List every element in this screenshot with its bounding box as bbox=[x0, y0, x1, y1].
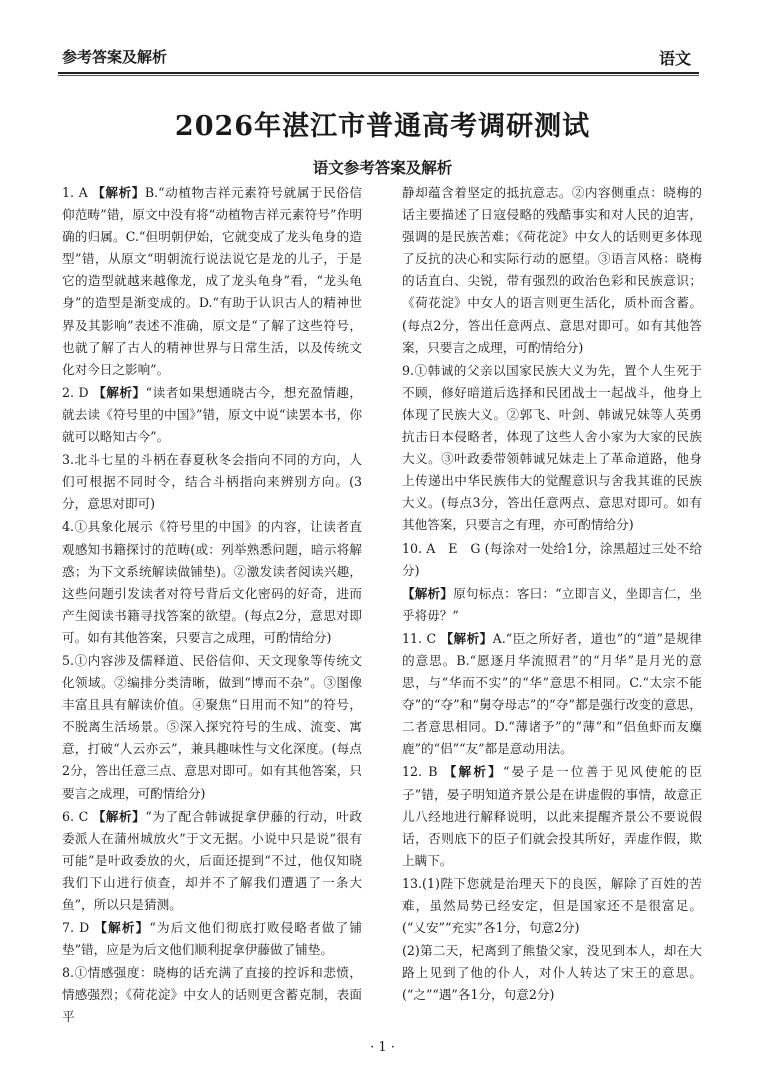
header-subject-label: 语文 bbox=[658, 49, 691, 68]
answer-item-5: 5.①内容涉及儒释道、民俗信仰、天文现象等传统文化领域。②编排分类清晰，做到“博而不杂”。③图像丰富且具有解读价值。④聚焦“日用而不知”的符号，不脱离生活场景。⑤深入探究符号的生成、流变、寓意，打破“人云亦云”，兼具趣味性与文化深度。(每点2分，答出任意三点、意思对即可。如有其他答案，只要言之成理，可酌情给分) bbox=[62, 652, 362, 801]
answer-item-7: 7. D 【解析】“为后文他们彻底打败侵略者做了铺垫”错，应是为后文他们顺利捉拿伊藤做了铺垫。 bbox=[62, 920, 362, 958]
answer-item-8: 8.①情感强度：晓梅的话充满了直接的控诉和悲愤，情感强烈；《荷花淀》中女人的话则更含蓄克制，表面平 bbox=[62, 965, 362, 1025]
page-number: · 1 · bbox=[370, 1040, 395, 1055]
answer-item-8-cont: 静却蕴含着坚定的抵抗意志。②内容侧重点：晓梅的话主要描述了日寇侵略的残酷事实和对人民的迫害，强调的是民族苦难；《荷花淀》中女人的话则更多体现了反抗的决心和实际行动的愿望。③语言风格：晓梅的话直白、尖锐，带有强烈的政治色彩和民族意识；《荷花淀》中女人的语言则更生活化，质朴而含蓄。(每点2分，答出任意两点、意思对即可。如有其他答案，只要言之成理，可酌情给分) bbox=[402, 185, 702, 355]
answer-item-6: 6. C 【解析】“为了配合韩诚捉拿伊藤的行动，叶政委派人在蒲州城放火”于文无据。小说中只是说“很有可能”是叶政委放的火，后面还提到“不过，他仅知晓我们下山进行侦查，却并不了解我们遭遇了一条大鱼”，所以只是猜测。 bbox=[62, 808, 362, 912]
answer-item-4: 4.①具象化展示《符号里的中国》的内容，让读者直观感知书籍探讨的范畴(或：列举熟悉问题，暗示将解惑；为下文系统解读做铺垫)。②激发读者阅读兴趣，这些问题引发读者对符号背后文化密码的好奇，进而产生阅读书籍寻找答案的欲望。(每点2分，意思对即可。如有其他答案，只要言之成理，可酌情给分) bbox=[62, 519, 362, 645]
header-divider bbox=[58, 72, 699, 74]
header-divider-thin bbox=[58, 75, 699, 76]
answer-item-2: 2. D 【解析】“读者如果想通晓古今，想充盈情趣，就去读《符号里的中国》”错，原文中说“读罢本书，你就可以略知古今”。 bbox=[62, 384, 362, 445]
answer-item-13-1: 13.(1)陛下您就是治理天下的良医，解除了百姓的苦难，虽然局势已经安定，但是国家还不是很富足。(“乂安”“充实”各1分，句意2分) bbox=[402, 875, 702, 936]
page-title: 2026年湛江市普通高考调研测试 bbox=[174, 111, 591, 142]
page-subtitle: 语文参考答案及解析 bbox=[312, 158, 453, 177]
answer-item-3: 3.北斗七星的斗柄在春夏秋冬会指向不同的方向，人们可根据不同时令，结合斗柄指向来辨别方向。(3分，意思对即可) bbox=[62, 452, 362, 512]
left-column bbox=[62, 182, 362, 1030]
right-column bbox=[402, 182, 702, 1007]
answer-item-1: 1. A 【解析】B.“动植物吉祥元素符号就属于民俗信仰范畴”错，原文中没有将“动植物吉祥元素符号”作明确的归属。C.“但明朝伊始，它就变成了龙头龟身的造型”错，从原文“明朝流行说法说它是龙的儿子，于是它的造型就越来越像龙，成了龙头龟身”看，“龙头龟身”的造型是渐变成的。D.“有助于认识古人的精神世界及其影响”表述不准确，原文是“了解了这些符号，也就了解了古人的精神世界与日常生活，以及传统文化对今日之影响”。 bbox=[62, 185, 362, 377]
answer-item-10: 10. A E G (每涂对一处给1分，涂黑超过三处不给分) bbox=[402, 540, 702, 578]
answer-item-12: 12. B 【解析】“晏子是一位善于见风使舵的臣子”错，晏子明知道齐景公是在讲虚假的事情，故意正儿八经地进行解释说明，以此来提醒齐景公不要说假话，否则底下的臣子们就会投其所好，弄虚作假，欺上瞒下。 bbox=[402, 764, 702, 868]
answer-item-9: 9.①韩诚的父亲以国家民族大义为先，置个人生死于不顾，修好暗道后选择和民团战士一起战斗，他身上体现了民族大义。②郭飞、叶剑、韩诚兄妹等人英勇抗击日本侵略者，体现了这些人舍小家为大家的民族大义。③叶政委带领韩诚兄妹走上了革命道路，他身上传递出中华民族伟大的觉醒意识与舍我其谁的民族大义。(每点3分，答出任意两点、意思对即可。如有其他答案，只要言之有理，亦可酌情给分) bbox=[402, 362, 702, 533]
answer-item-13-2: (2)第二天，杞离到了熊蛰父家，没见到本人，却在大路上见到了他的仆人，对仆人转达了宋王的意思。(“之”“遇”各1分，句意2分) bbox=[402, 943, 702, 1003]
answer-item-11: 11. C 【解析】A.“臣之所好者，道也”的“道”是规律的意思。B.“愿逐月华流照君”的“月华”是月光的意思，与“华而不实”的“华”意思不相同。C.“太宗不能夺”的“夺”和“舅夺母志”的“夺”都是强行改变的意思，二者意思相同。D.“薄诸予”的“薄”和“侣鱼虾而友麋鹿”的“侣”“友”都是意动用法。 bbox=[402, 630, 702, 757]
header-left-label: 参考答案及解析 bbox=[62, 48, 168, 66]
answer-item-10-analysis: 【解析】原句标点：客曰：“立即言义，坐即言仁，坐乎将毋？” bbox=[402, 585, 702, 623]
